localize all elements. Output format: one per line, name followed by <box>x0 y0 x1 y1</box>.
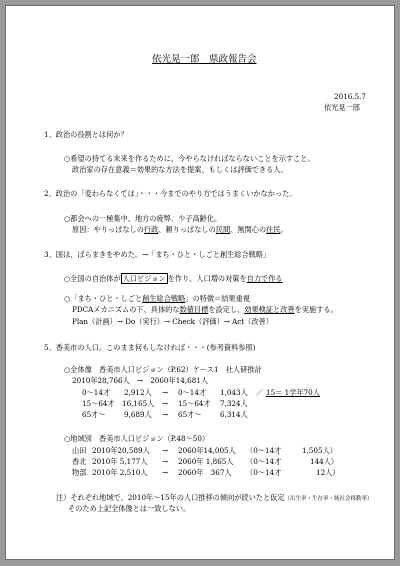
region-2010: 2010年 5,177人 <box>92 457 148 466</box>
section-1-line-2: 政治家の存在意義＝効果的な方法を提案、もしくは評価できる人。 <box>72 165 288 174</box>
underline-suchi: 数値目標 <box>179 305 209 314</box>
underline-jumin: 住民 <box>266 225 281 234</box>
region-2010: 2010年 2,510人 <box>92 468 148 477</box>
region-2060: 2060年14,005人 <box>178 446 236 455</box>
region-arrow: → <box>162 457 169 466</box>
note-slash: ／ <box>256 388 264 397</box>
total-line: 2010年28,766人 → 2060年14,681人 <box>72 376 209 385</box>
underline-jiriki: 自力で作る <box>246 274 283 283</box>
region-header: ○地域別 香美市人口ビジョン（P.48～50） <box>64 434 210 443</box>
age-row-arrow: → <box>162 388 169 397</box>
region-child-count: 1,505人） <box>302 446 337 455</box>
age-row-2060: 7,324人 <box>220 399 248 408</box>
section-3-pdca: Plan（計画）→ Do（実行）→ Check（評価）→ Act（改善） <box>72 317 273 326</box>
age-row-label-2060: 0～14才 <box>178 388 207 397</box>
section-1-line-1: ○希望の持てる未来を作るために、今やらなければならないことを示すこと。 <box>64 154 315 163</box>
age-row-label: 65才～ <box>82 410 106 419</box>
total-header: ○全体像 香美市人口ビジョン（P.62）ケース1 社人研推計 <box>64 365 262 374</box>
document-author: 依光晃一郎 <box>324 103 360 112</box>
age-row-label-2060: 15～64才 <box>178 399 211 408</box>
document-title: 依光晃一郎 県政報告会 <box>152 54 257 65</box>
age-row-2010: 2,912人 <box>124 388 152 397</box>
region-child-count: 144人） <box>310 457 339 466</box>
underline-minkan: 民間 <box>215 225 231 234</box>
section-1-heading: 1、政治の役割とは何か？ <box>44 130 128 139</box>
age-row-2060: 6,314人 <box>220 410 248 419</box>
region-arrow: → <box>162 446 169 455</box>
age-row-label-2060: 65才～ <box>178 410 202 419</box>
age-row-2060: 1,043人 <box>220 388 248 397</box>
region-child-label: （0～14才 <box>246 468 282 477</box>
section-2-line-2: 原因：やりっぱなしの行政、頼りっぱなしの民間、無関心の住民。 <box>72 225 288 234</box>
age-row-2010: 9,689人 <box>124 410 152 419</box>
age-row-label: 15～64才 <box>82 399 115 408</box>
region-arrow: → <box>162 468 169 477</box>
section-5-heading: 5、香美市の人口。このまま何もしなければ・・・(参考資料参照) <box>44 343 256 352</box>
underline-kouka: 効果検証と改善 <box>244 305 295 314</box>
region-name: 物部 <box>72 468 87 477</box>
region-2010: 2010年20,589人 <box>92 446 150 455</box>
boxed-jinko-vision: 人口ビジョン <box>122 274 166 283</box>
section-3-line-3: PDCAメカニズムの下、具体的な数値目標を設定し、効果検証と改善を実施する。 <box>72 305 338 314</box>
footnote-line-1: 注）それぞれ地域で、2010年～15年の人口推移の傾向が続いたと仮定（出生率・生存率・純社会移動率） <box>56 493 373 502</box>
age-row-arrow: → <box>162 399 169 408</box>
region-child-label: （0～14才 <box>246 457 282 466</box>
document-date: 2016.5.7 <box>334 92 367 101</box>
region-2060: 2060年 367人 <box>178 468 232 477</box>
underline-gyosei: 行政 <box>143 225 159 234</box>
underline-sosei: 創生総合戦略 <box>142 294 186 303</box>
section-2-line-1: ○都会への一極集中、地方の疲弊、少子高齢化。 <box>64 214 222 223</box>
footnote-line-2: そのため上記全体像とは一致しない。 <box>68 504 191 513</box>
section-3-heading: 3、国は、ばらまきをやめた。→「まち・ひと・しごと創生総合戦略」 <box>44 250 271 259</box>
age-row-label: 0～14才 <box>82 388 111 397</box>
grade-note: 15＝ 1学年70人 <box>266 388 320 397</box>
region-name: 山田 <box>72 446 87 455</box>
section-3-line-2: ○「まち・ひと・しごと創生総合戦略」の特徴＝結果重視 <box>64 294 250 303</box>
age-row-arrow: → <box>162 410 169 419</box>
region-child-count: 12人） <box>316 468 340 477</box>
document-page <box>5 5 395 560</box>
region-child-label: （0～14才 <box>246 446 282 455</box>
region-name: 香北 <box>72 457 87 466</box>
region-2060: 2060年 1,865人 <box>178 457 234 466</box>
age-row-2010: 16,165人 <box>122 399 155 408</box>
section-3-line-1: ○全国の自治体が 人口ビジョン を作り、人口増の対策を自力で作る <box>64 274 283 283</box>
section-2-heading: 2、政治の「変わらなくては」・・・今までのやり方ではうまくいかなかった。 <box>44 189 297 198</box>
